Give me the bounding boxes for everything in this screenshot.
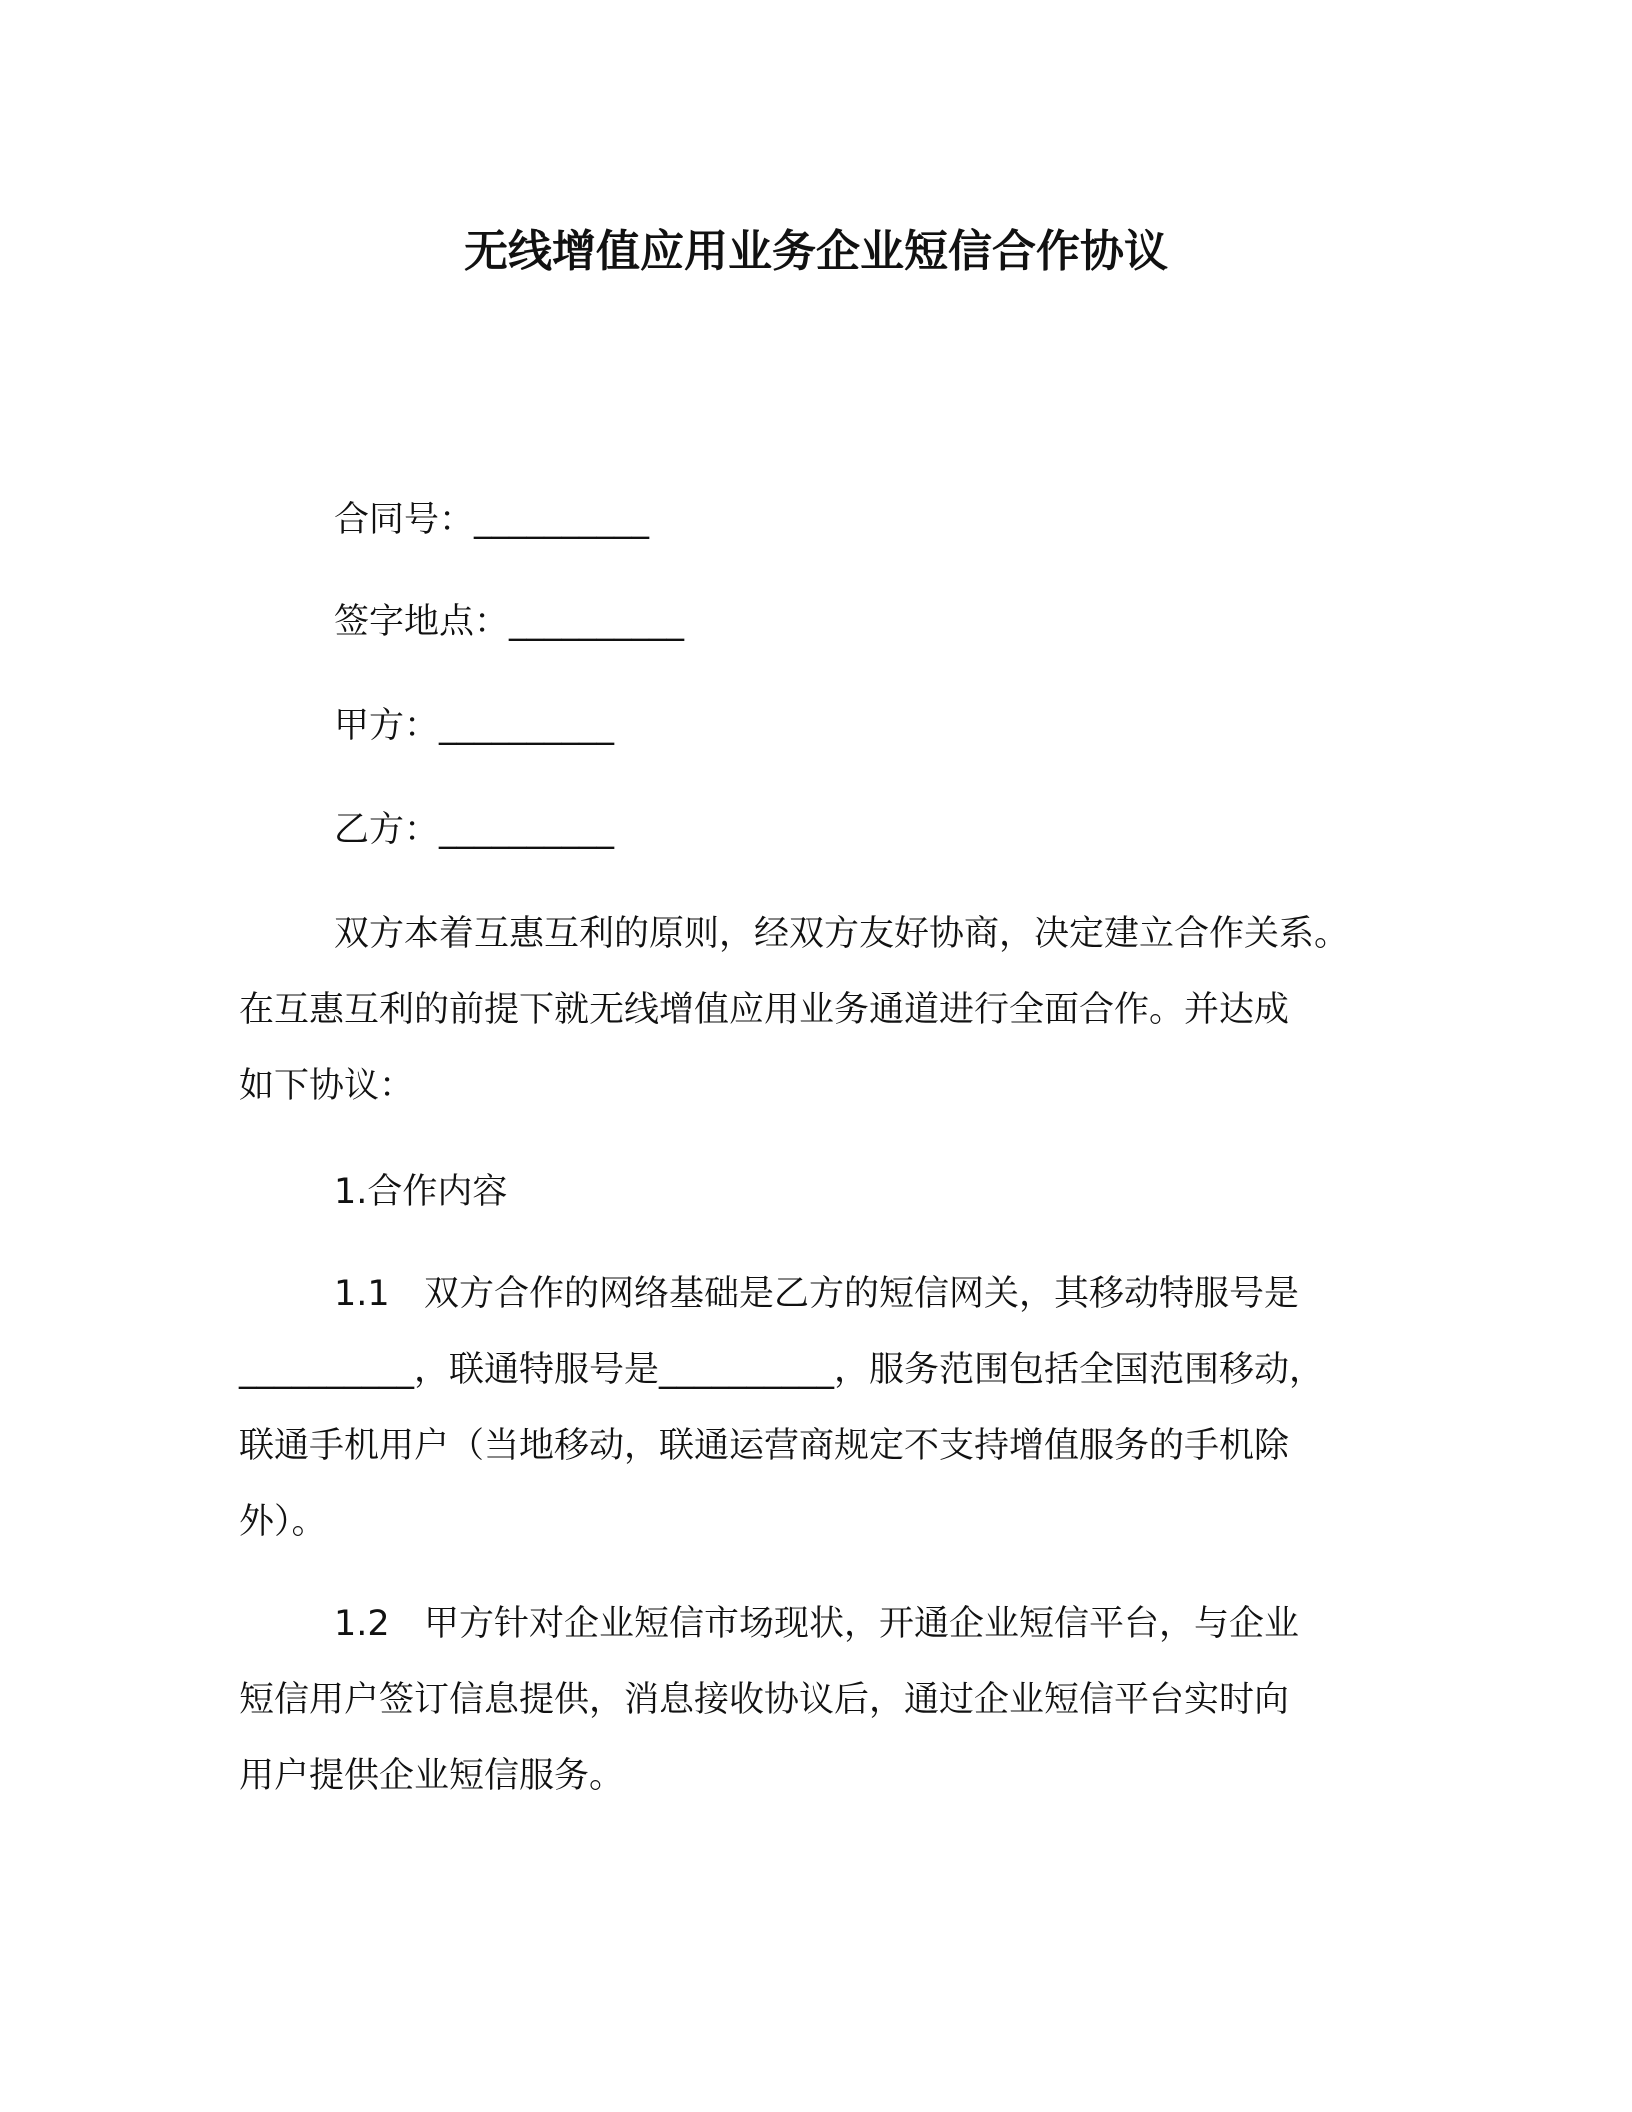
field-label: 甲方： — [334, 706, 440, 746]
field-label: 乙方： — [334, 810, 440, 850]
clause-line: 外）。 — [239, 1502, 327, 1542]
field-blank: __________ — [474, 500, 650, 540]
clause-number: 1.2 — [334, 1604, 390, 1644]
field-contract-number — [334, 494, 649, 546]
clause-line: 联通手机用户（当地移动，联通运营商规定不支持增值服务的手机除 — [239, 1426, 1290, 1466]
field-label: 合同号： — [334, 500, 475, 540]
clause-number: 1.1 — [334, 1274, 390, 1314]
field-blank: __________ — [439, 706, 615, 746]
field-signing-place — [334, 596, 684, 648]
clause-line: __________，联通特服号是__________，服务范围包括全国范围移动， — [239, 1350, 1325, 1390]
clause-text: 甲方针对企业短信市场现状，开通企业短信平台，与企业 — [424, 1604, 1300, 1644]
field-blank: __________ — [439, 810, 615, 850]
intro-line: 双方本着互惠互利的原则，经双方友好协商，决定建立合作关系。 — [334, 914, 1350, 954]
field-party-a — [334, 700, 614, 752]
field-blank: __________ — [509, 602, 685, 642]
field-party-b — [334, 804, 614, 856]
clause-1-2-first-line — [334, 1598, 1299, 1650]
field-label: 签字地点： — [334, 602, 510, 642]
clause-line: 短信用户签订信息提供，消息接收协议后，通过企业短信平台实时向 — [239, 1680, 1290, 1720]
section-heading: 1.合作内容 — [334, 1172, 508, 1212]
clause-text: 双方合作的网络基础是乙方的短信网关，其移动特服号是 — [424, 1274, 1300, 1314]
intro-line: 如下协议： — [239, 1066, 415, 1106]
clause-line: 用户提供企业短信服务。 — [239, 1756, 625, 1796]
document-title: 无线增值应用业务企业短信合作协议 — [464, 226, 1168, 277]
clause-1-1-first-line — [334, 1268, 1299, 1320]
intro-line: 在互惠互利的前提下就无线增值应用业务通道进行全面合作。并达成 — [239, 990, 1290, 1030]
